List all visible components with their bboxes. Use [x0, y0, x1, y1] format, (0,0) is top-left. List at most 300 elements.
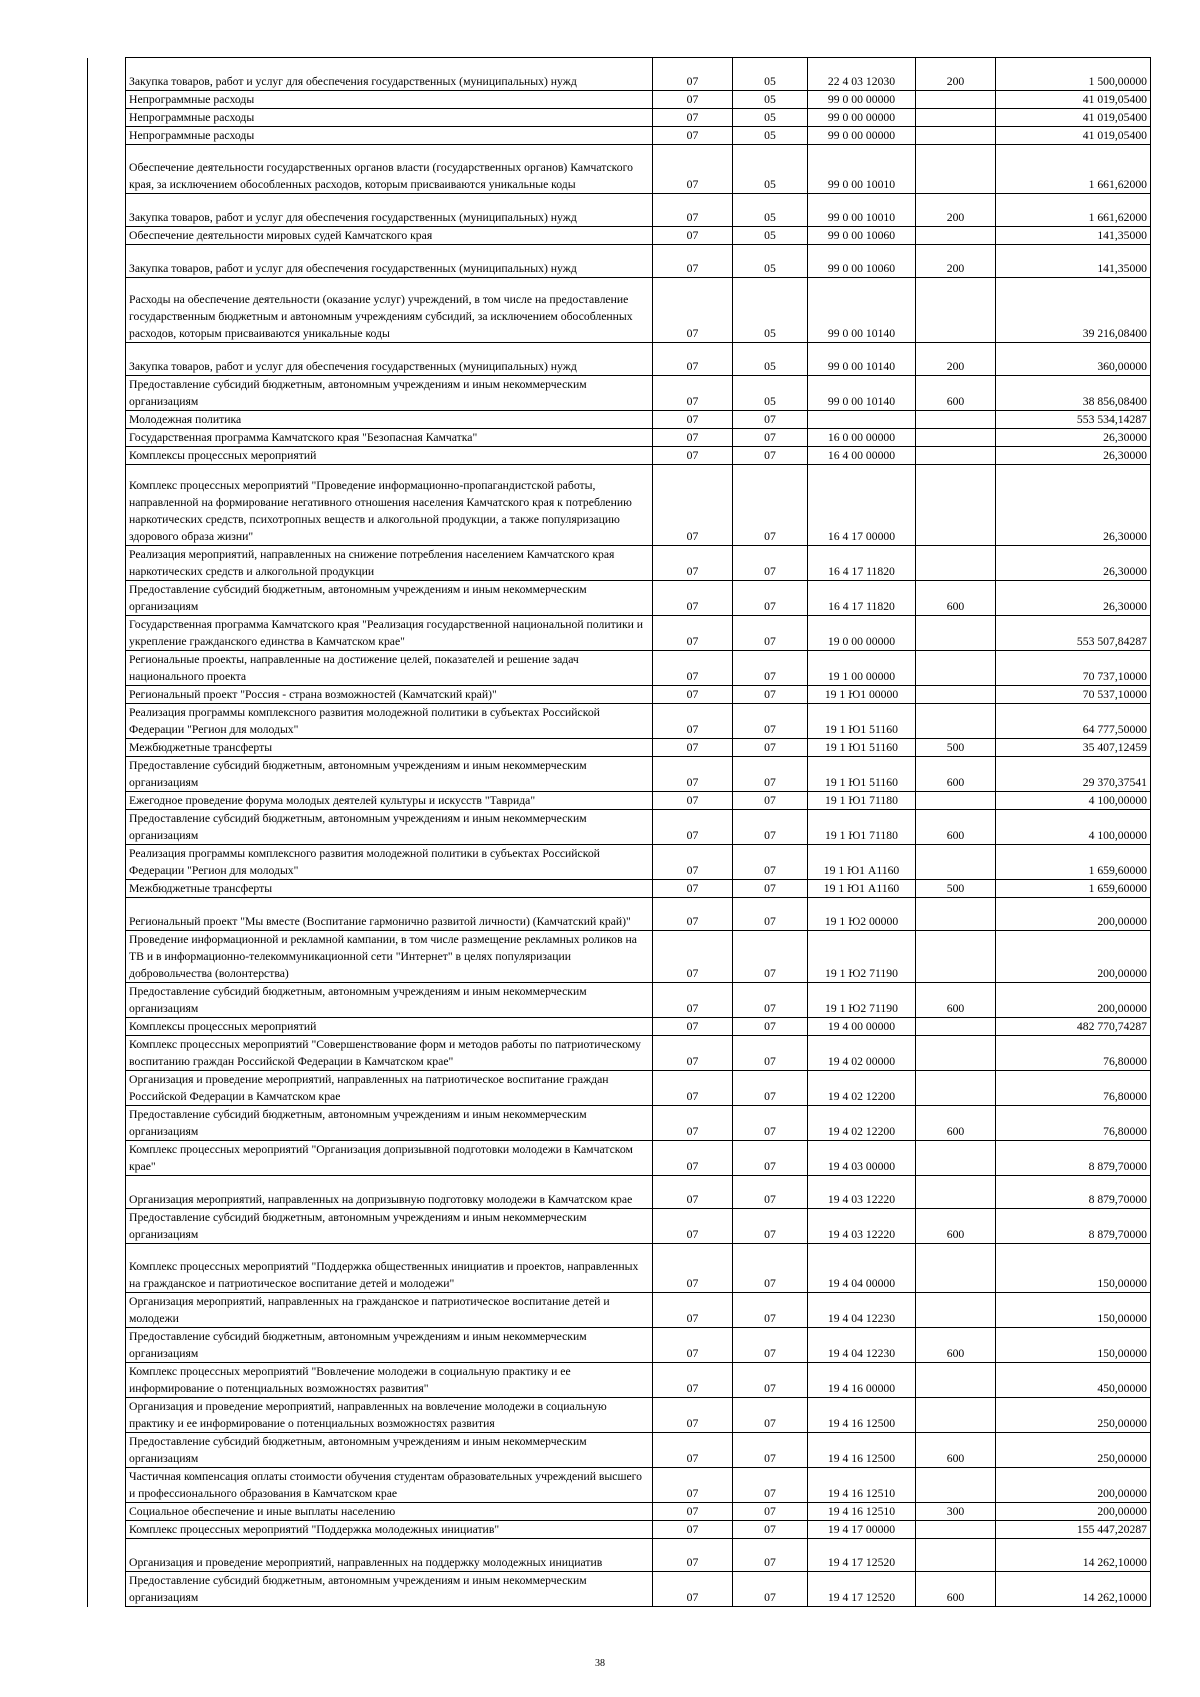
- row-section-code: 07: [653, 581, 733, 616]
- row-subsection-code: 07: [733, 1398, 808, 1433]
- table-row: [88, 91, 1151, 109]
- table-row: [88, 792, 1151, 810]
- row-expense-type: [916, 898, 996, 931]
- row-section-code: 07: [653, 1106, 733, 1141]
- row-section-code: 07: [653, 1018, 733, 1036]
- row-name: Закупка товаров, работ и услуг для обеспечения государственных (муниципальных) нужд: [126, 343, 653, 376]
- row-subsection-code: 07: [733, 1433, 808, 1468]
- row-amount: 41 019,05400: [996, 109, 1151, 127]
- row-section-code: 07: [653, 227, 733, 245]
- table-row: [88, 1209, 1151, 1244]
- row-target-article: 19 4 16 12510: [808, 1468, 916, 1503]
- row-expense-type: 600: [916, 983, 996, 1018]
- table-row: [88, 1328, 1151, 1363]
- row-margin-cell: [88, 616, 126, 651]
- row-expense-type: [916, 1363, 996, 1398]
- row-target-article: 16 4 17 11820: [808, 581, 916, 616]
- row-target-article: 16 4 00 00000: [808, 447, 916, 465]
- row-target-article: 22 4 03 12030: [808, 58, 916, 91]
- row-subsection-code: 07: [733, 411, 808, 429]
- row-amount: 360,00000: [996, 343, 1151, 376]
- row-section-code: 07: [653, 376, 733, 411]
- row-expense-type: [916, 1018, 996, 1036]
- row-subsection-code: 07: [733, 1468, 808, 1503]
- row-name: Реализация мероприятий, направленных на снижение потребления населением Камчатского края наркотических средств и алкогольной продукции: [126, 546, 653, 581]
- row-margin-cell: [88, 1468, 126, 1503]
- row-margin-cell: [88, 1244, 126, 1293]
- row-name: Организация и проведение мероприятий, направленных на вовлечение молодежи в социальную практику и ее информирование о потенциальных возможностях развития: [126, 1398, 653, 1433]
- table-row: [88, 845, 1151, 880]
- row-amount: 200,00000: [996, 1468, 1151, 1503]
- row-name: Организация и проведение мероприятий, направленных на патриотическое воспитание граждан Российской Федерации в Камчатском крае: [126, 1071, 653, 1106]
- row-margin-cell: [88, 1209, 126, 1244]
- row-margin-cell: [88, 1141, 126, 1176]
- row-section-code: 07: [653, 1244, 733, 1293]
- row-target-article: 19 4 00 00000: [808, 1018, 916, 1036]
- row-section-code: 07: [653, 546, 733, 581]
- row-margin-cell: [88, 227, 126, 245]
- row-name: Молодежная политика: [126, 411, 653, 429]
- row-expense-type: [916, 109, 996, 127]
- row-section-code: 07: [653, 245, 733, 278]
- table-row: [88, 58, 1151, 91]
- row-target-article: 19 1 Ю1 00000: [808, 686, 916, 704]
- row-margin-cell: [88, 1503, 126, 1521]
- row-margin-cell: [88, 1572, 126, 1607]
- row-target-article: 99 0 00 10010: [808, 145, 916, 194]
- row-subsection-code: 07: [733, 792, 808, 810]
- row-margin-cell: [88, 1176, 126, 1209]
- row-expense-type: [916, 931, 996, 983]
- row-target-article: 19 4 03 00000: [808, 1141, 916, 1176]
- row-margin-cell: [88, 376, 126, 411]
- row-margin-cell: [88, 343, 126, 376]
- row-subsection-code: 07: [733, 1036, 808, 1071]
- row-target-article: 16 4 17 00000: [808, 465, 916, 546]
- row-subsection-code: 07: [733, 1539, 808, 1572]
- row-expense-type: 200: [916, 245, 996, 278]
- table-row: [88, 1036, 1151, 1071]
- row-margin-cell: [88, 1328, 126, 1363]
- row-expense-type: 600: [916, 1209, 996, 1244]
- row-section-code: 07: [653, 983, 733, 1018]
- row-amount: 76,80000: [996, 1106, 1151, 1141]
- row-subsection-code: 07: [733, 1106, 808, 1141]
- row-margin-cell: [88, 447, 126, 465]
- row-section-code: 07: [653, 411, 733, 429]
- row-expense-type: [916, 278, 996, 343]
- row-expense-type: [916, 227, 996, 245]
- table-row: [88, 810, 1151, 845]
- row-section-code: 07: [653, 739, 733, 757]
- row-margin-cell: [88, 91, 126, 109]
- row-subsection-code: 07: [733, 1176, 808, 1209]
- table-row: [88, 1244, 1151, 1293]
- row-amount: 26,30000: [996, 546, 1151, 581]
- row-expense-type: 600: [916, 581, 996, 616]
- row-subsection-code: 07: [733, 429, 808, 447]
- row-name: Обеспечение деятельности мировых судей Камчатского края: [126, 227, 653, 245]
- row-subsection-code: 05: [733, 127, 808, 145]
- row-name: Предоставление субсидий бюджетным, автономным учреждениям и иным некоммерческим организациям: [126, 1433, 653, 1468]
- row-amount: 39 216,08400: [996, 278, 1151, 343]
- row-target-article: 19 4 16 00000: [808, 1363, 916, 1398]
- row-amount: 8 879,70000: [996, 1176, 1151, 1209]
- table-row: [88, 546, 1151, 581]
- row-subsection-code: 05: [733, 343, 808, 376]
- row-expense-type: [916, 127, 996, 145]
- row-margin-cell: [88, 465, 126, 546]
- row-subsection-code: 07: [733, 1572, 808, 1607]
- row-target-article: 19 1 00 00000: [808, 651, 916, 686]
- table-row: [88, 1293, 1151, 1328]
- row-subsection-code: 05: [733, 278, 808, 343]
- row-amount: 26,30000: [996, 429, 1151, 447]
- row-margin-cell: [88, 845, 126, 880]
- row-section-code: 07: [653, 1433, 733, 1468]
- table-row: [88, 983, 1151, 1018]
- row-expense-type: [916, 1141, 996, 1176]
- row-subsection-code: 07: [733, 931, 808, 983]
- row-subsection-code: 07: [733, 1244, 808, 1293]
- row-margin-cell: [88, 194, 126, 227]
- table-row: [88, 1572, 1151, 1607]
- table-row: [88, 880, 1151, 898]
- row-subsection-code: 07: [733, 1209, 808, 1244]
- row-margin-cell: [88, 278, 126, 343]
- row-subsection-code: 05: [733, 109, 808, 127]
- row-name: Комплекс процессных мероприятий "Вовлечение молодежи в социальную практику и ее информирование о потенциальных возможностях развития": [126, 1363, 653, 1398]
- row-subsection-code: 07: [733, 704, 808, 739]
- row-name: Организация мероприятий, направленных на гражданское и патриотическое воспитание детей и молодежи: [126, 1293, 653, 1328]
- row-target-article: 19 4 02 12200: [808, 1071, 916, 1106]
- row-name: Государственная программа Камчатского края "Безопасная Камчатка": [126, 429, 653, 447]
- row-expense-type: [916, 651, 996, 686]
- row-margin-cell: [88, 704, 126, 739]
- row-expense-type: [916, 145, 996, 194]
- row-name: Предоставление субсидий бюджетным, автономным учреждениям и иным некоммерческим организациям: [126, 1572, 653, 1607]
- table-row: [88, 227, 1151, 245]
- row-subsection-code: 07: [733, 1503, 808, 1521]
- row-name: Предоставление субсидий бюджетным, автономным учреждениям и иным некоммерческим организациям: [126, 1328, 653, 1363]
- row-section-code: 07: [653, 127, 733, 145]
- table-row: [88, 651, 1151, 686]
- row-expense-type: 600: [916, 1572, 996, 1607]
- row-expense-type: [916, 1539, 996, 1572]
- row-name: Частичная компенсация оплаты стоимости обучения студентам образовательных учреждений высшего и профессионального образования в Камчатском крае: [126, 1468, 653, 1503]
- row-section-code: 07: [653, 429, 733, 447]
- table-row: [88, 127, 1151, 145]
- row-amount: 482 770,74287: [996, 1018, 1151, 1036]
- table-row: [88, 278, 1151, 343]
- row-amount: 26,30000: [996, 465, 1151, 546]
- row-subsection-code: 07: [733, 757, 808, 792]
- row-subsection-code: 07: [733, 983, 808, 1018]
- row-target-article: [808, 411, 916, 429]
- table-row: [88, 1521, 1151, 1539]
- row-target-article: 99 0 00 10010: [808, 194, 916, 227]
- row-name: Предоставление субсидий бюджетным, автономным учреждениям и иным некоммерческим организациям: [126, 983, 653, 1018]
- row-amount: 150,00000: [996, 1244, 1151, 1293]
- row-target-article: 19 4 16 12510: [808, 1503, 916, 1521]
- table-row: [88, 411, 1151, 429]
- row-expense-type: 300: [916, 1503, 996, 1521]
- row-section-code: 07: [653, 447, 733, 465]
- row-subsection-code: 05: [733, 227, 808, 245]
- row-subsection-code: 07: [733, 880, 808, 898]
- row-name: Комплекс процессных мероприятий "Поддержка общественных инициатив и проектов, направленных на гражданское и патриотическое воспитание детей и молодежи": [126, 1244, 653, 1293]
- row-expense-type: [916, 1071, 996, 1106]
- row-amount: 200,00000: [996, 931, 1151, 983]
- row-subsection-code: 07: [733, 447, 808, 465]
- row-target-article: 99 0 00 10140: [808, 278, 916, 343]
- row-expense-type: [916, 1468, 996, 1503]
- row-section-code: 07: [653, 58, 733, 91]
- row-amount: 76,80000: [996, 1071, 1151, 1106]
- row-margin-cell: [88, 429, 126, 447]
- row-target-article: 19 1 Ю1 51160: [808, 704, 916, 739]
- row-target-article: 19 4 04 12230: [808, 1328, 916, 1363]
- table-row: [88, 757, 1151, 792]
- row-subsection-code: 05: [733, 91, 808, 109]
- row-section-code: 07: [653, 792, 733, 810]
- row-target-article: 99 0 00 00000: [808, 109, 916, 127]
- row-amount: 70 537,10000: [996, 686, 1151, 704]
- table-row: [88, 686, 1151, 704]
- row-section-code: 07: [653, 145, 733, 194]
- row-section-code: 07: [653, 109, 733, 127]
- row-subsection-code: 07: [733, 739, 808, 757]
- row-name: Региональные проекты, направленные на достижение целей, показателей и решение задач национального проекта: [126, 651, 653, 686]
- row-amount: 8 879,70000: [996, 1141, 1151, 1176]
- row-margin-cell: [88, 1071, 126, 1106]
- row-margin-cell: [88, 546, 126, 581]
- row-amount: 70 737,10000: [996, 651, 1151, 686]
- row-margin-cell: [88, 686, 126, 704]
- row-subsection-code: 05: [733, 245, 808, 278]
- row-amount: 141,35000: [996, 227, 1151, 245]
- row-name: Проведение информационной и рекламной кампании, в том числе размещение рекламных роликов на ТВ и в информационно-телекоммуникационной сети "Интернет" в целях популяризации добровольчества (волонтерства): [126, 931, 653, 983]
- row-name: Комплексы процессных мероприятий: [126, 1018, 653, 1036]
- row-subsection-code: 07: [733, 651, 808, 686]
- row-section-code: 07: [653, 898, 733, 931]
- row-target-article: 99 0 00 10060: [808, 227, 916, 245]
- table-row: [88, 1176, 1151, 1209]
- row-section-code: 07: [653, 1071, 733, 1106]
- table-row: [88, 1106, 1151, 1141]
- row-margin-cell: [88, 1106, 126, 1141]
- row-subsection-code: 05: [733, 194, 808, 227]
- row-target-article: 19 4 04 12230: [808, 1293, 916, 1328]
- row-name: Организация мероприятий, направленных на допризывную подготовку молодежи в Камчатском крае: [126, 1176, 653, 1209]
- row-target-article: 19 4 17 12520: [808, 1572, 916, 1607]
- row-target-article: 19 4 16 12500: [808, 1398, 916, 1433]
- row-section-code: 07: [653, 651, 733, 686]
- row-amount: 1 661,62000: [996, 194, 1151, 227]
- row-margin-cell: [88, 739, 126, 757]
- row-section-code: 07: [653, 1363, 733, 1398]
- row-margin-cell: [88, 1521, 126, 1539]
- row-target-article: 19 1 Ю1 51160: [808, 739, 916, 757]
- row-margin-cell: [88, 1363, 126, 1398]
- row-expense-type: [916, 1244, 996, 1293]
- row-section-code: 07: [653, 343, 733, 376]
- row-amount: 1 659,60000: [996, 880, 1151, 898]
- table-row: [88, 931, 1151, 983]
- row-margin-cell: [88, 127, 126, 145]
- table-row: [88, 1539, 1151, 1572]
- row-amount: 450,00000: [996, 1363, 1151, 1398]
- row-section-code: 07: [653, 1503, 733, 1521]
- row-expense-type: [916, 429, 996, 447]
- row-amount: 64 777,50000: [996, 704, 1151, 739]
- row-subsection-code: 07: [733, 1141, 808, 1176]
- row-section-code: 07: [653, 465, 733, 546]
- table-row: [88, 194, 1151, 227]
- row-name: Комплексы процессных мероприятий: [126, 447, 653, 465]
- row-section-code: 07: [653, 1328, 733, 1363]
- row-name: Организация и проведение мероприятий, направленных на поддержку молодежных инициатив: [126, 1539, 653, 1572]
- row-target-article: 19 1 Ю2 71190: [808, 983, 916, 1018]
- row-expense-type: [916, 1293, 996, 1328]
- row-margin-cell: [88, 1018, 126, 1036]
- row-subsection-code: 07: [733, 1328, 808, 1363]
- row-name: Комплекс процессных мероприятий "Совершенствование форм и методов работы по патриотическому воспитанию граждан Российской Федерации в Камчатском крае": [126, 1036, 653, 1071]
- table-row: [88, 739, 1151, 757]
- row-name: Ежегодное проведение форума молодых деятелей культуры и искусств "Таврида": [126, 792, 653, 810]
- row-margin-cell: [88, 983, 126, 1018]
- row-amount: 14 262,10000: [996, 1572, 1151, 1607]
- row-amount: 200,00000: [996, 898, 1151, 931]
- row-amount: 8 879,70000: [996, 1209, 1151, 1244]
- row-name: Обеспечение деятельности государственных органов власти (государственных органов) Камчатского края, за исключением обособленных расходов, которым присваиваются уникальные коды: [126, 145, 653, 194]
- row-amount: 150,00000: [996, 1328, 1151, 1363]
- row-section-code: 07: [653, 1209, 733, 1244]
- table-row: [88, 1433, 1151, 1468]
- row-amount: 141,35000: [996, 245, 1151, 278]
- row-margin-cell: [88, 58, 126, 91]
- row-expense-type: [916, 704, 996, 739]
- row-amount: 14 262,10000: [996, 1539, 1151, 1572]
- row-expense-type: [916, 1036, 996, 1071]
- row-expense-type: [916, 1398, 996, 1433]
- row-subsection-code: 07: [733, 810, 808, 845]
- row-amount: 76,80000: [996, 1036, 1151, 1071]
- row-name: Непрограммные расходы: [126, 127, 653, 145]
- row-target-article: 16 0 00 00000: [808, 429, 916, 447]
- row-target-article: 99 0 00 00000: [808, 91, 916, 109]
- row-section-code: 07: [653, 278, 733, 343]
- table-row: [88, 616, 1151, 651]
- table-row: [88, 465, 1151, 546]
- row-section-code: 07: [653, 91, 733, 109]
- table-row: [88, 343, 1151, 376]
- budget-table-body: [88, 58, 1151, 1607]
- row-margin-cell: [88, 1398, 126, 1433]
- row-name: Расходы на обеспечение деятельности (оказание услуг) учреждений, в том числе на предоставление государственным бюджетным и автономным учреждениям субсидий, за исключением обособленных расходов, которым присваиваются уникальные коды: [126, 278, 653, 343]
- row-expense-type: [916, 465, 996, 546]
- row-amount: 1 500,00000: [996, 58, 1151, 91]
- row-name: Региональный проект "Мы вместе (Воспитание гармонично развитой личности) (Камчатский край)": [126, 898, 653, 931]
- row-target-article: 16 4 17 11820: [808, 546, 916, 581]
- table-row: [88, 145, 1151, 194]
- row-expense-type: 600: [916, 757, 996, 792]
- row-amount: 4 100,00000: [996, 792, 1151, 810]
- row-expense-type: 600: [916, 376, 996, 411]
- table-row: [88, 376, 1151, 411]
- row-expense-type: 600: [916, 1433, 996, 1468]
- row-subsection-code: 07: [733, 1363, 808, 1398]
- table-row: [88, 898, 1151, 931]
- table-row: [88, 1141, 1151, 1176]
- row-subsection-code: 07: [733, 1018, 808, 1036]
- row-amount: 553 507,84287: [996, 616, 1151, 651]
- row-name: Закупка товаров, работ и услуг для обеспечения государственных (муниципальных) нужд: [126, 194, 653, 227]
- row-name: Региональный проект "Россия - страна возможностей (Камчатский край)": [126, 686, 653, 704]
- row-subsection-code: 05: [733, 145, 808, 194]
- row-target-article: 19 1 Ю1 51160: [808, 757, 916, 792]
- row-name: Предоставление субсидий бюджетным, автономным учреждениям и иным некоммерческим организациям: [126, 1106, 653, 1141]
- page-number: 38: [595, 1658, 605, 1669]
- row-target-article: 99 0 00 10060: [808, 245, 916, 278]
- row-subsection-code: 07: [733, 616, 808, 651]
- row-amount: 250,00000: [996, 1398, 1151, 1433]
- row-target-article: 19 4 02 00000: [808, 1036, 916, 1071]
- row-name: Межбюджетные трансферты: [126, 739, 653, 757]
- row-amount: 38 856,08400: [996, 376, 1151, 411]
- table-row: [88, 1071, 1151, 1106]
- row-margin-cell: [88, 411, 126, 429]
- budget-sheet: [87, 57, 1150, 1607]
- row-section-code: 07: [653, 1141, 733, 1176]
- row-amount: 200,00000: [996, 1503, 1151, 1521]
- table-row: [88, 581, 1151, 616]
- table-row: [88, 109, 1151, 127]
- row-name: Закупка товаров, работ и услуг для обеспечения государственных (муниципальных) нужд: [126, 245, 653, 278]
- row-name: Государственная программа Камчатского края "Реализация государственной национальной политики и укрепление гражданского единства в Камчатском крае": [126, 616, 653, 651]
- row-name: Закупка товаров, работ и услуг для обеспечения государственных (муниципальных) нужд: [126, 58, 653, 91]
- row-section-code: 07: [653, 1468, 733, 1503]
- row-expense-type: 500: [916, 880, 996, 898]
- row-target-article: 19 4 17 12520: [808, 1539, 916, 1572]
- row-section-code: 07: [653, 845, 733, 880]
- table-row: [88, 704, 1151, 739]
- row-section-code: 07: [653, 1398, 733, 1433]
- row-margin-cell: [88, 898, 126, 931]
- row-name: Предоставление субсидий бюджетным, автономным учреждениям и иным некоммерческим организациям: [126, 376, 653, 411]
- row-section-code: 07: [653, 1572, 733, 1607]
- row-target-article: 19 4 03 12220: [808, 1176, 916, 1209]
- row-target-article: 99 0 00 10140: [808, 376, 916, 411]
- row-target-article: 19 4 02 12200: [808, 1106, 916, 1141]
- row-amount: 150,00000: [996, 1293, 1151, 1328]
- row-margin-cell: [88, 1433, 126, 1468]
- row-subsection-code: 07: [733, 1293, 808, 1328]
- row-amount: 41 019,05400: [996, 91, 1151, 109]
- row-name: Межбюджетные трансферты: [126, 880, 653, 898]
- row-section-code: 07: [653, 194, 733, 227]
- row-expense-type: [916, 616, 996, 651]
- row-amount: 200,00000: [996, 983, 1151, 1018]
- table-row: [88, 1018, 1151, 1036]
- row-name: Реализация программы комплексного развития молодежной политики в субъектах Российской Федерации "Регион для молодых": [126, 845, 653, 880]
- row-section-code: 07: [653, 1539, 733, 1572]
- row-target-article: 19 1 Ю1 71180: [808, 810, 916, 845]
- row-section-code: 07: [653, 616, 733, 651]
- row-subsection-code: 07: [733, 1521, 808, 1539]
- row-name: Предоставление субсидий бюджетным, автономным учреждениям и иным некоммерческим организациям: [126, 757, 653, 792]
- row-subsection-code: 07: [733, 686, 808, 704]
